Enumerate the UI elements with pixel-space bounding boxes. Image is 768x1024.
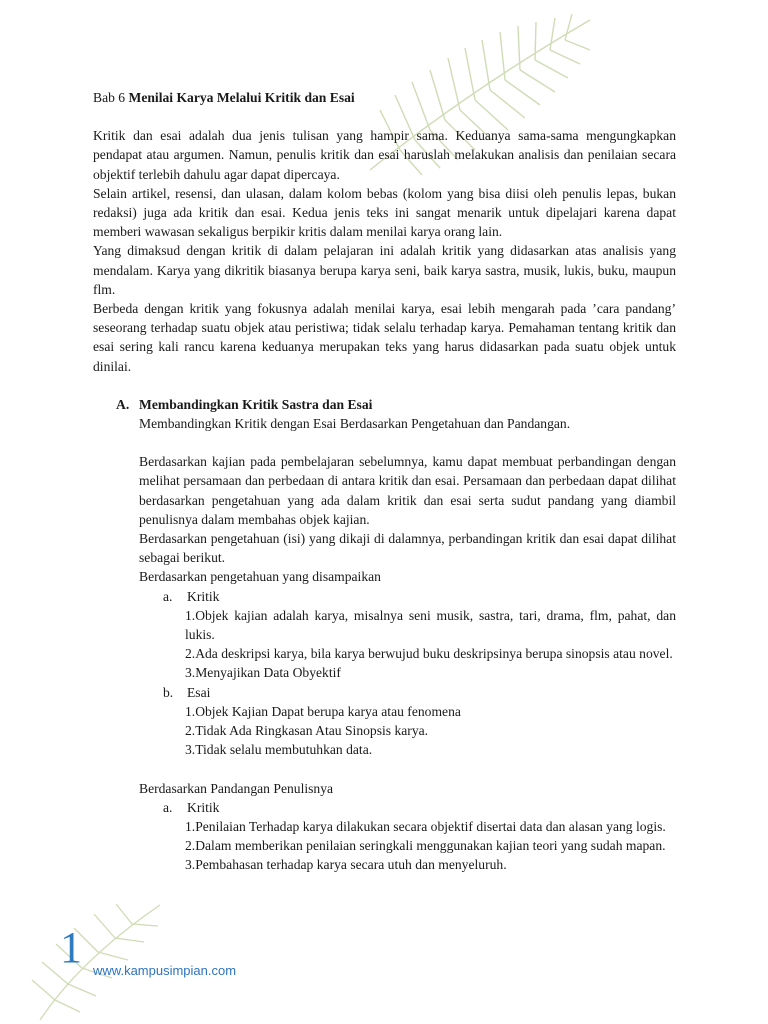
list-label: Kritik	[187, 799, 220, 815]
list-item	[93, 587, 676, 606]
list-subitem: 2.Dalam memberikan penilaian seringkali menggunakan kajian teori yang sudah mapan.	[185, 838, 666, 854]
group-heading: Berdasarkan pengetahuan yang disampaikan	[139, 569, 381, 585]
list-subitem: 3.Menyajikan Data Obyektif	[185, 665, 341, 681]
list-subitem: 2.Ada deskripsi karya, bila karya berwujud buku deskripsinya berupa sinopsis atau novel.	[185, 646, 673, 662]
leaf-decoration-icon	[20, 900, 170, 1024]
section-paragraph: Berdasarkan kajian pada pembelajaran sebelumnya, kamu dapat membuat perbandingan dengan melihat persamaan dan perbedaan di antara kritik dan esai. Persamaan dan perbedaan dapat dilihat berdasarkan pengetahuan yang ada dalam kritik dan esai serta sudut pandang yang diambil penulisnya dalam membahas objek kajian.	[139, 454, 676, 527]
section-paragraph: Berdasarkan pengetahuan (isi) yang dikaji di dalamnya, perbandingan kritik dan esai dapat dilihat sebagai berikut.	[139, 531, 676, 566]
list-subitem: 1.Objek kajian adalah karya, misalnya seni musik, sastra, tari, drama, flm, pahat, dan lukis.	[185, 607, 676, 643]
section-subtitle: Membandingkan Kritik dengan Esai Berdasarkan Pengetahuan dan Pandangan.	[139, 416, 571, 432]
intro-paragraph: Yang dimaksud dengan kritik di dalam pelajaran ini adalah kritik yang didasarkan atas analisis yang mendalam. Karya yang dikritik biasanya berupa karya seni, baik karya sastra, musik, lukis, buku, maupun flm.	[93, 243, 676, 297]
chapter-heading	[93, 88, 676, 107]
section-title: Membandingkan Kritik Sastra dan Esai	[139, 396, 373, 412]
list-label: Kritik	[187, 588, 220, 604]
list-item	[93, 798, 676, 817]
intro-paragraph: Berbeda dengan kritik yang fokusnya adalah menilai karya, esai lebih mengarah pada ’cara pandang’ seseorang terhadap suatu objek atau peristiwa; tidak selalu terhadap karya. Pemahaman tentang kritik dan esai sering kali rancu karena keduanya merupakan teks yang harus didasarkan pada suatu objek untuk dinilai.	[93, 301, 676, 374]
document-page	[93, 88, 676, 875]
page-number: 1	[60, 923, 82, 972]
url-domain: kampusimpian.com	[124, 963, 237, 978]
intro-paragraph: Kritik dan esai adalah dua jenis tulisan yang hampir sama. Keduanya sama-sama mengungkapkan pendapat atau argumen. Namun, penulis kritik dan esai haruslah melakukan analisis dan penilaian secara objektif terlebih dahulu agar dapat dipercaya.	[93, 128, 676, 182]
list-marker: a.	[163, 799, 173, 815]
list-label: Esai	[187, 684, 211, 700]
section-a-heading	[93, 395, 676, 414]
intro-paragraph: Selain artikel, resensi, dan ulasan, dalam kolom bebas (kolom yang bisa diisi oleh penulis lepas, bukan redaksi) juga ada kritik dan esai. Kedua jenis teks ini sangat menarik untuk dipelajari karena dapat memberi wawasan sekaligus berpikir kritis dalam menilai karya orang lain.	[93, 185, 676, 240]
list-subitem: 1.Objek Kajian Dapat berupa karya atau fenomena	[185, 703, 461, 719]
list-subitem: 2.Tidak Ada Ringkasan Atau Sinopsis karya.	[185, 723, 429, 739]
footer-url[interactable]	[93, 963, 236, 978]
list-subitem: 3.Pembahasan terhadap karya secara utuh dan menyeluruh.	[185, 857, 507, 873]
chapter-prefix: Bab 6	[93, 90, 126, 105]
list-marker: a.	[163, 588, 173, 604]
list-item	[93, 683, 676, 702]
section-letter: A.	[116, 396, 130, 412]
list-subitem: 1.Penilaian Terhadap karya dilakukan secara objektif disertai data dan alasan yang logis.	[185, 818, 666, 834]
chapter-title: Menilai Karya Melalui Kritik dan Esai	[128, 90, 355, 105]
url-prefix: www.	[93, 963, 125, 978]
list-marker: b.	[163, 684, 174, 700]
group-heading: Berdasarkan Pandangan Penulisnya	[139, 780, 334, 796]
list-subitem: 3.Tidak selalu membutuhkan data.	[185, 742, 373, 758]
